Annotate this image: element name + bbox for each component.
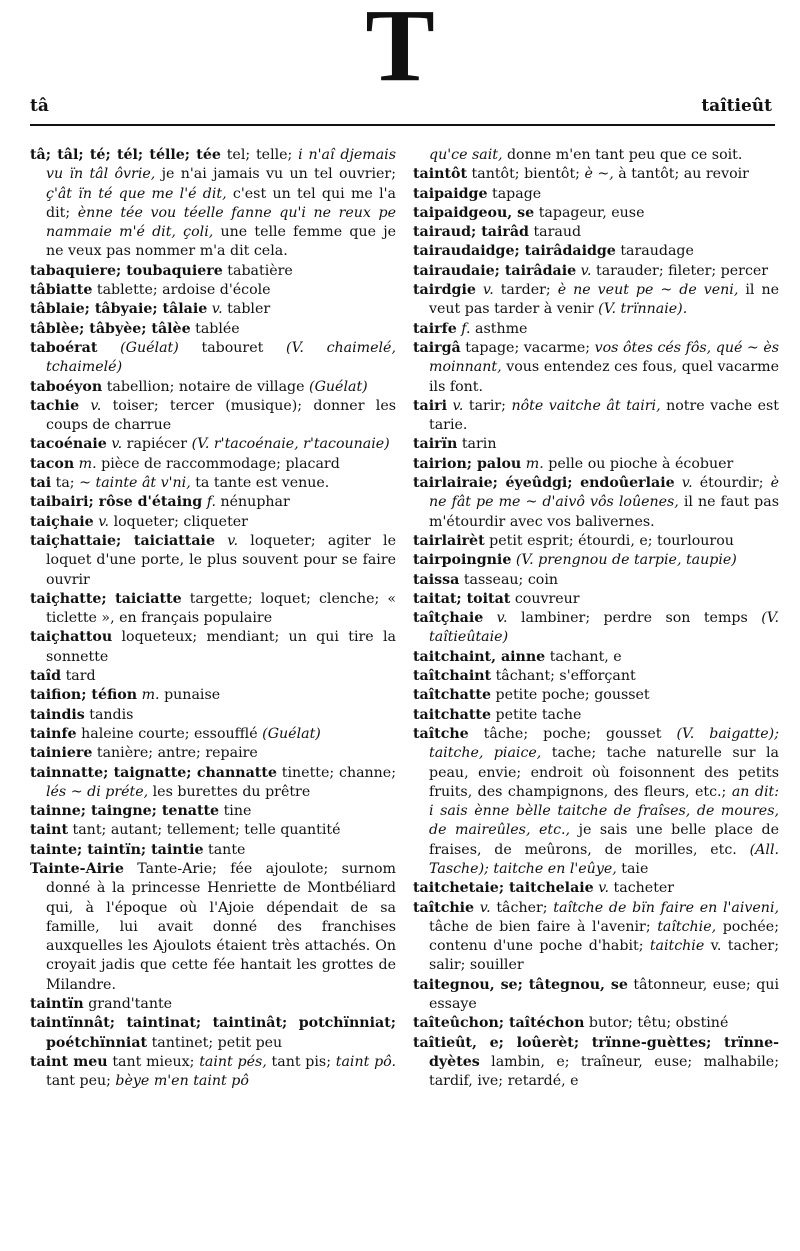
dictionary-entry: [413, 185, 779, 204]
definition-text: tel; telle;: [220, 147, 299, 163]
definition-text: tâcher;: [490, 899, 554, 916]
headword: taitat; toitat: [413, 590, 511, 607]
headword: taint meu: [30, 1053, 108, 1070]
dictionary-entry: [30, 841, 396, 860]
italic-text: m.: [521, 455, 544, 472]
definition-text: pochée; contenu d'une poche d'habit;: [429, 918, 779, 955]
dictionary-entry: [30, 1014, 396, 1053]
definition-text: ta;: [51, 475, 80, 492]
italic-text: taint pô.: [335, 1053, 396, 1070]
headword: tairgâ: [413, 339, 461, 356]
dictionary-entry: [30, 590, 396, 629]
definition-text: v. tacher; salir; souiller: [429, 938, 779, 974]
headword: tairlairaie; éyeûdgi; endoûerlaie: [413, 475, 675, 492]
italic-text: è ne veut pe ~ de veni,: [557, 282, 739, 299]
definition-text: donne m'en tant peu que ce soit.: [502, 147, 743, 163]
definition-text: tanière; antre; repaire: [92, 745, 258, 762]
italic-text: bèye m'en taint pô: [115, 1073, 249, 1090]
dictionary-entry: [413, 435, 779, 454]
dictionary-entry: [413, 532, 779, 551]
definition-text: tasseau; coin: [459, 571, 558, 588]
dictionary-entry: [413, 165, 779, 184]
definition-text: tinette; channe;: [276, 764, 396, 781]
definition-text: pièce de raccommodage; placard: [96, 455, 340, 472]
dictionary-entry: [30, 821, 396, 840]
italic-text: taitche, piaice,: [429, 745, 542, 762]
dictionary-entry: [413, 397, 779, 436]
italic-text: m.: [74, 455, 97, 472]
dictionary-entry: [413, 648, 779, 667]
headword: taitchaint, ainne: [413, 648, 546, 665]
definition-text: petite poche; gousset: [490, 687, 650, 704]
italic-text: (Guélat): [262, 725, 321, 742]
definition-text: ta tante est venue.: [190, 475, 330, 492]
headword: taiçhatte; taiciatte: [30, 590, 182, 607]
definition-text: tacheter: [609, 880, 675, 897]
dictionary-entry: [30, 300, 396, 319]
headword: taîtchaint: [413, 668, 492, 685]
italic-text: m.: [137, 687, 160, 704]
definition-text: tarauder; fileter; percer: [591, 262, 769, 279]
definition-text: je sais une belle place de fraises, de meûrons, de morilles, etc.: [429, 822, 779, 858]
italic-text: qu'ce sait,: [429, 147, 503, 163]
headword: tainfe: [30, 725, 77, 742]
section-letter: T: [365, 0, 435, 103]
definition-text: tandis: [84, 706, 134, 723]
definition-text: tabler: [222, 301, 271, 318]
headword: taitchatte: [413, 706, 491, 723]
italic-text: taitche en l'eûye,: [493, 860, 617, 877]
definition-text: petit esprit; étourdi, e; tourlourou: [484, 532, 734, 549]
headword: tâbiatte: [30, 282, 93, 299]
definition-text: butor; têtu; obstiné: [584, 1015, 729, 1032]
italic-text: v.: [483, 610, 508, 627]
definition-text: taraud: [528, 224, 582, 241]
headword: taipaidge: [413, 185, 488, 202]
dictionary-entry: [30, 262, 396, 281]
dictionary-entry: [30, 339, 396, 378]
italic-text: taîtche de bïn faire en l'aiveni,: [553, 899, 779, 916]
definition-text: je n'ai jamais vu un tel ouvrier;: [155, 166, 396, 183]
headword: taiçhattou: [30, 629, 113, 646]
dictionary-entry: [413, 879, 779, 898]
italic-text: v.: [207, 301, 223, 318]
definition-text: tachant, e: [545, 648, 622, 665]
dictionary-entry: [30, 397, 396, 436]
left-column: [30, 146, 396, 1092]
right-column: [413, 146, 779, 1092]
dictionary-entry: [30, 474, 396, 493]
headword: tairi: [413, 397, 448, 414]
definition-text: taie: [616, 860, 649, 877]
headword: tainne; taingne; tenatte: [30, 803, 220, 820]
definition-text: tabouret: [178, 339, 287, 356]
italic-text: v.: [106, 436, 123, 453]
definition-text: Tante-Arie; fée ajoulote; surnom donné à la princesse Henriette de Montbéliard qui, à l'époque où l'Ajoie dépendait de sa famille, lui avait donné des franchises auxquelles les Ajoulots étaient très attachés. On croyait jadis que cette fée hantait les grottes de Milandre.: [46, 860, 396, 993]
dictionary-entry: [413, 667, 779, 686]
italic-text: ç'ât ïn té que me l'é dit,: [46, 185, 227, 202]
italic-text: (Guélat): [97, 339, 179, 356]
dictionary-entry: [413, 609, 779, 648]
dictionary-entry: [413, 281, 779, 320]
dictionary-entry: [413, 1034, 779, 1092]
dictionary-entry: [30, 995, 396, 1014]
definition-text: c'est un tel qui me l'a dit;: [46, 185, 396, 221]
definition-text: tard: [61, 668, 96, 685]
headword: taibairi; rôse d'étaing: [30, 494, 203, 511]
dictionary-entry: [413, 725, 779, 879]
headword: tairaud; tairâd: [413, 224, 529, 241]
headword: tairpoingnie: [413, 552, 512, 569]
definition-text: tâtonneur, euse; qui essaye: [429, 976, 779, 1013]
headword: taitchetaie; taitchelaie: [413, 880, 594, 897]
italic-text: v.: [593, 880, 610, 897]
dictionary-entry: [413, 899, 779, 976]
italic-text: v.: [576, 262, 592, 279]
definition-text: targette; loquet; clenche; « ticlette », en français populaire: [46, 590, 396, 627]
italic-text: f.: [202, 494, 216, 511]
definition-text: tant mieux;: [107, 1053, 200, 1070]
italic-text: v.: [93, 513, 110, 530]
italic-text: i n'aî djemais vu ïn tâl ôvrie,: [46, 147, 396, 183]
definition-text: pelle ou pioche à écobuer: [543, 455, 734, 472]
headword: tainte; taintïn; taintie: [30, 841, 204, 858]
definition-text: tablée: [190, 320, 240, 337]
headword: taîd: [30, 668, 62, 685]
italic-text: v.: [474, 899, 491, 916]
dictionary-entry: [413, 242, 779, 261]
italic-text: v.: [674, 475, 693, 492]
headword: tainiere: [30, 745, 93, 762]
definition-text: taraudage: [615, 243, 694, 260]
italic-text: lés ~ di préte,: [46, 783, 149, 800]
italic-text: v.: [79, 397, 102, 414]
dictionary-entry: [413, 686, 779, 705]
headword: taboérat: [30, 339, 98, 356]
dictionary-entry: [413, 320, 779, 339]
headword: tairaudaidge; tairâdaidge: [413, 243, 616, 260]
definition-text: une telle femme que je ne veux pas nommer m'a dit cela.: [46, 224, 397, 260]
definition-text: tapage; vacarme;: [460, 339, 595, 356]
dictionary-entry: [413, 551, 779, 570]
italic-text: taint pés,: [199, 1053, 267, 1070]
running-head-left: tâ: [30, 96, 49, 116]
dictionary-entry: [30, 532, 396, 590]
headword: taiçhaie: [30, 513, 94, 530]
italic-text: (V. chaimelé, tchaimelé): [46, 339, 396, 376]
definition-text: tâche; poche; gousset: [468, 725, 677, 742]
definition-text: toiser; tercer (musique); donner les coups de charrue: [46, 397, 396, 434]
headword: tai: [30, 475, 52, 492]
headword: taitegnou, se; tâtegnou, se: [413, 976, 628, 993]
dictionary-entry: [30, 744, 396, 763]
definition-text: tant peu;: [46, 1073, 116, 1090]
dictionary-entry: [30, 860, 396, 995]
headword: tâ; tâl; té; tél; télle; tée: [30, 147, 221, 163]
headword: taîtchatte: [413, 687, 491, 704]
dictionary-entry: [413, 223, 779, 242]
definition-text: notre vache est tarie.: [429, 397, 780, 434]
dictionary-entry: [413, 706, 779, 725]
definition-text: loqueter; agiter le loquet d'une porte, le plus souvent pour se faire ouvrir: [46, 532, 396, 588]
headword: taindis: [30, 706, 85, 723]
definition-text: rapiécer: [122, 436, 192, 453]
headword: tabaquiere; toubaquiere: [30, 262, 223, 279]
definition-text: il ne veut pas tarder à venir: [429, 282, 779, 318]
dictionary-entry: [30, 686, 396, 705]
headword: tairfe: [413, 320, 457, 337]
dictionary-entry: [30, 706, 396, 725]
italic-text: ènne tée vou téelle fanne qu'i ne reux pe nammaie m'é dit, çoli,: [46, 204, 396, 241]
italic-text: (V. trïnnaie).: [598, 301, 688, 318]
definition-text: nénuphar: [216, 494, 290, 511]
italic-text: (V. prengnou de tarpie, taupie): [511, 552, 737, 569]
headword: Tainte-Airie: [30, 860, 124, 877]
dictionary-entry: [30, 146, 396, 262]
definition-text: tapage: [487, 185, 542, 202]
definition-text: tante: [203, 841, 246, 858]
italic-text: ~ tainte ât v'ni,: [79, 475, 191, 492]
dictionary-entry: [30, 725, 396, 744]
dictionary-entry: [30, 493, 396, 512]
definition-text: tâche de bien faire à l'avenir;: [429, 918, 658, 935]
headword: taintïn: [30, 996, 84, 1013]
headword: taissa: [413, 571, 460, 588]
headword: taboéyon: [30, 378, 103, 395]
headword: taîteûchon; taîtéchon: [413, 1015, 585, 1032]
dictionary-entry: [413, 339, 779, 397]
headword: tacoénaie: [30, 436, 107, 453]
definition-text: grand'tante: [83, 996, 173, 1013]
dictionary-entry: [30, 378, 396, 397]
headword: taîtçhaie: [413, 610, 484, 627]
definition-text: loqueteux; mendiant; un qui tire la sonnette: [46, 629, 396, 665]
definition-text: tarin: [457, 436, 497, 453]
definition-text: couvreur: [510, 590, 580, 607]
headword: tairlairèt: [413, 532, 485, 549]
headword: taipaidgeou, se: [413, 204, 535, 221]
headword: taifion; téfion: [30, 687, 138, 704]
definition-text: tantinet; petit peu: [147, 1034, 283, 1051]
definition-text: étourdir;: [692, 475, 771, 492]
dictionary-entry: [30, 281, 396, 300]
definition-text: tarir;: [463, 397, 512, 414]
header-rule: [30, 124, 775, 126]
definition-text: les burettes du prêtre: [148, 783, 311, 800]
italic-text: v.: [447, 397, 464, 414]
italic-text: an dit: i sais ènne bèlle taitche de fraîses, de moures, de maireûles, etc.,: [429, 783, 779, 839]
dictionary-entry: [413, 262, 779, 281]
dictionary-entry: [413, 204, 779, 223]
dictionary-entry: [30, 455, 396, 474]
definition-text: petite tache: [490, 706, 582, 723]
italic-text: v.: [214, 532, 239, 549]
definition-text: vous entendez ces fous, quel vacarme ils font.: [429, 359, 779, 395]
definition-text: tant; autant; tellement; telle quantité: [68, 822, 341, 839]
definition-text: tabatière: [222, 262, 293, 279]
dictionary-entry: [413, 1014, 779, 1033]
definition-text: lambiner; perdre son temps: [507, 610, 762, 627]
headword: taintôt: [413, 166, 468, 183]
dictionary-entry: [413, 590, 779, 609]
dictionary-entry: [413, 455, 779, 474]
italic-text: taitchie: [649, 938, 705, 955]
italic-text: v.: [475, 282, 494, 299]
italic-text: è ~,: [584, 166, 614, 183]
dictionary-entry: [30, 667, 396, 686]
italic-text: (All. Tasche);: [429, 841, 779, 877]
dictionary-entry: [30, 764, 396, 803]
headword: taîtche: [413, 725, 469, 742]
headword: taiçhattaie; taiciattaie: [30, 532, 215, 549]
dictionary-entry: [30, 1053, 396, 1092]
definition-text: tabellion; notaire de village: [102, 378, 310, 395]
italic-text: (Guélat): [309, 378, 368, 395]
headword: taintïnnât; taintinat; taintinât; potchïnniat; poétchïnniat: [30, 1015, 396, 1051]
headword: tâblaie; tâbyaie; tâlaie: [30, 301, 208, 318]
definition-text: tapageur, euse: [534, 204, 645, 221]
headword: tacon: [30, 455, 75, 472]
dictionary-entry: [30, 435, 396, 454]
dictionary-entry: [413, 976, 779, 1015]
definition-text: punaise: [159, 687, 221, 704]
italic-text: (V. baigatte);: [676, 725, 779, 742]
definition-text: tant pis;: [266, 1053, 336, 1070]
entry-continuation: [413, 146, 779, 165]
headword: tairïn: [413, 436, 458, 453]
headword: taîtieût, e; loûerèt; trïnne-guèttes; trïnne-dyètes: [413, 1034, 779, 1070]
definition-text: loqueter; cliqueter: [109, 513, 248, 530]
italic-text: f.: [456, 320, 471, 337]
headword: tairaudaie; tairâdaie: [413, 262, 577, 279]
headword: tachie: [30, 397, 80, 414]
definition-text: il ne faut pas m'étourdir avec vos balivernes.: [429, 494, 779, 530]
italic-text: (V. r'tacoénaie, r'tacounaie): [191, 436, 390, 453]
headword: tâblèe; tâbyèe; tâlèe: [30, 320, 191, 337]
dictionary-entry: [30, 802, 396, 821]
definition-text: tâchant; s'efforçant: [491, 668, 636, 685]
italic-text: nôte vaitche ât tairi,: [511, 397, 661, 414]
headword: taint: [30, 822, 69, 839]
headword: tairion; palou: [413, 455, 522, 472]
definition-text: tantôt; bientôt;: [467, 166, 585, 183]
italic-text: è ne fât pe me ~ d'aivô vôs loûenes,: [429, 475, 780, 511]
definition-text: tine: [219, 803, 252, 820]
italic-text: vos ôtes cés fôs, qué ~ ès moinnant,: [429, 339, 779, 376]
definition-text: tarder;: [493, 282, 558, 299]
dictionary-entry: [30, 513, 396, 532]
definition-text: tache; tache naturelle sur la peau, envie; endroit où foisonnent des petits fruits, des champignons, des fleurs, etc.;: [429, 745, 779, 800]
definition-text: tablette; ardoise d'école: [92, 282, 271, 299]
italic-text: (V. taîtieûtaie): [429, 610, 779, 646]
running-head-right: taîtieût: [701, 96, 772, 116]
dictionary-entry: [30, 628, 396, 667]
italic-text: taîtchie,: [657, 918, 717, 935]
definition-text: asthme: [470, 320, 528, 337]
definition-text: lambin, e; traîneur, euse; malhabile; tardif, ive; retardé, e: [429, 1053, 779, 1090]
headword: taîtchie: [413, 899, 475, 916]
dictionary-entry: [413, 474, 779, 532]
definition-text: à tantôt; au revoir: [613, 166, 749, 183]
dictionary-entry: [30, 320, 396, 339]
definition-text: haleine courte; essoufflé: [76, 725, 263, 742]
headword: tairdgie: [413, 282, 476, 299]
headword: tainnatte; taignatte; channatte: [30, 764, 277, 781]
dictionary-entry: [413, 571, 779, 590]
